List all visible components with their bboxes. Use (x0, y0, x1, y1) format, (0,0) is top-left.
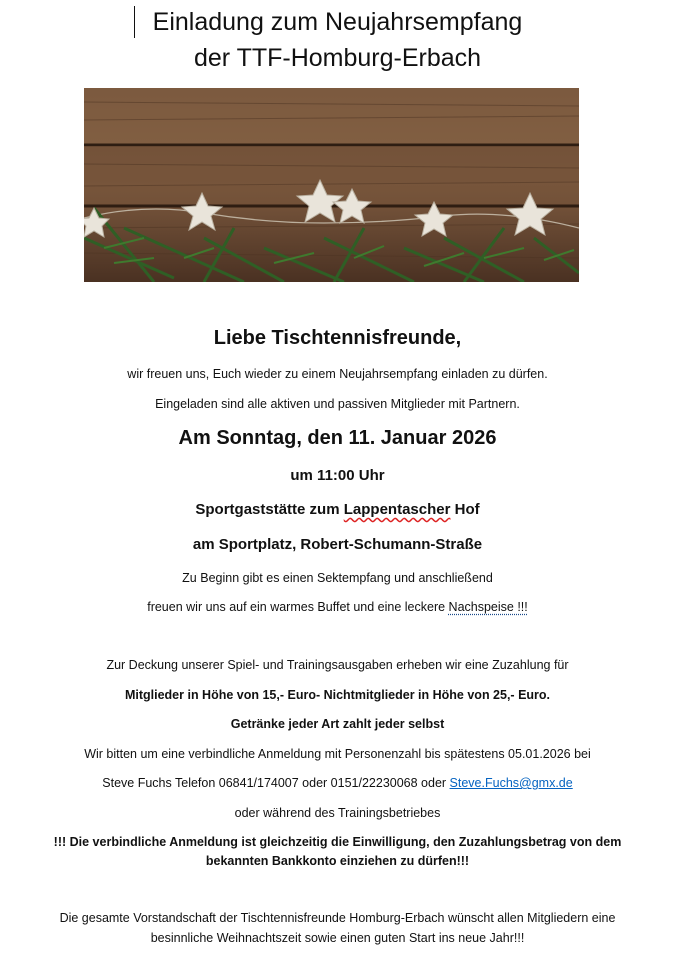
drinks-note: Getränke jeder Art zahlt jeder selbst (230, 717, 445, 731)
title-line-2: der TTF-Homburg-Erbach (193, 44, 482, 72)
fee-detail: Mitglieder in Höhe von 15,- Euro- Nichtmitglieder in Höhe von 25,- Euro. (124, 688, 551, 702)
event-time: um 11:00 Uhr (290, 467, 385, 484)
contact-prefix: Steve Fuchs Telefon 06841/174007 oder 0151/22230068 oder (102, 776, 450, 790)
venue-prefix: Sportgaststätte zum (195, 501, 344, 518)
christmas-stars-banner-image (84, 88, 579, 282)
closing-line-2: besinnliche Weihnachtszeit sowie einen guten Start ins neue Jahr!!! (150, 931, 525, 945)
contact-line (0, 776, 675, 790)
consent-line-1: !!! Die verbindliche Anmeldung ist gleichzeitig die Einwilligung, den Zuzahlungsbetrag von dem (53, 835, 622, 849)
training-note: oder während des Trainingsbetriebes (234, 806, 441, 820)
program-line-1: Zu Beginn gibt es einen Sektempfang und anschließend (182, 571, 493, 585)
venue-suffix: Hof (450, 501, 480, 518)
intro-line-2: Eingeladen sind alle aktiven und passiven Mitglieder mit Partnern. (155, 397, 520, 411)
closing-line-1: Die gesamte Vorstandschaft der Tischtennisfreunde Homburg-Erbach wünscht allen Mitgliedern eine (59, 911, 616, 925)
greeting-heading: Liebe Tischtennisfreunde, (213, 327, 462, 349)
intro-line-1: wir freuen uns, Euch wieder zu einem Neujahrsempfang einladen zu dürfen. (127, 367, 548, 381)
event-venue (0, 501, 675, 518)
dessert-highlight[interactable]: Nachspeise !!! (448, 600, 528, 614)
fee-intro: Zur Deckung unserer Spiel- und Trainingsausgaben erheben wir eine Zuzahlung für (106, 658, 569, 672)
registration-note: Wir bitten um eine verbindliche Anmeldung mit Personenzahl bis spätestens 05.01.2026 bei (84, 747, 591, 761)
event-date: Am Sonntag, den 11. Januar 2026 (178, 427, 497, 449)
email-link[interactable]: Steve.Fuchs@gmx.de (449, 776, 573, 790)
venue-name-misspelled[interactable]: Lappentascher (343, 501, 451, 518)
title-line-1: Einladung zum Neujahrsempfang (152, 8, 523, 36)
program-prefix: freuen wir uns auf ein warmes Buffet und eine leckere (147, 600, 449, 614)
program-line-2 (0, 600, 675, 614)
event-address: am Sportplatz, Robert-Schumann-Straße (192, 536, 483, 553)
consent-line-2: bekannten Bankkonto einziehen zu dürfen!!! (205, 854, 470, 868)
